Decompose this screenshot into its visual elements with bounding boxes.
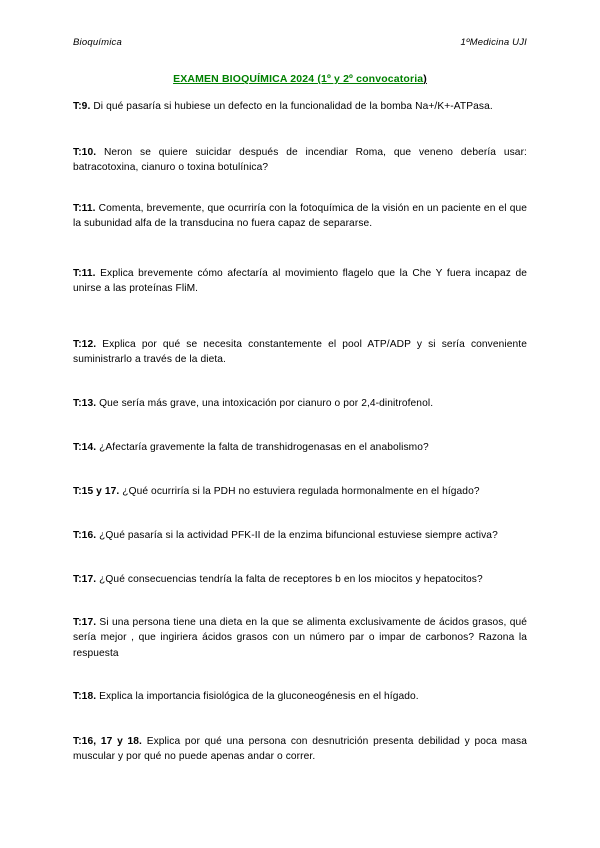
- question-text: Explica brevemente cómo afectaría al movimiento flagelo que la Che Y fuera incapaz de unirse a las proteínas FliM.: [73, 268, 527, 295]
- question-number: T:18.: [73, 691, 97, 702]
- question-item: [73, 99, 527, 114]
- question-text: Si una persona tiene una dieta en la que se alimenta exclusivamente de ácidos grasos, qué sería mejor , que ingiriera ácidos grasos con un número par o impar de carbonos? Razona la respuesta: [73, 617, 527, 659]
- question-item: [73, 266, 527, 297]
- question-item: [73, 337, 527, 368]
- header-course: 1ºMedicina UJI: [460, 37, 527, 48]
- question-text: ¿Qué pasaría si la actividad PFK-II de la enzima bifuncional estuviese siempre activa?: [96, 530, 498, 541]
- question-item: [73, 396, 527, 411]
- question-item: [73, 615, 527, 661]
- question-text: ¿Afectaría gravemente la falta de transhidrogenasas en el anabolismo?: [96, 442, 429, 453]
- question-number: T:16, 17 y 18.: [73, 736, 142, 747]
- question-text: Neron se quiere suicidar después de incendiar Roma, que veneno debería usar: batracotoxina, cianuro o toxina botulínica?: [73, 147, 527, 174]
- question-item: [73, 145, 527, 176]
- question-number: T:16.: [73, 530, 97, 541]
- question-text: Explica por qué se necesita constantemente el pool ATP/ADP y si sería conveniente suministrarlo a través de la dieta.: [73, 339, 527, 366]
- question-number: T:9.: [73, 101, 91, 112]
- question-text: Explica la importancia fisiológica de la gluconeogénesis en el hígado.: [96, 691, 419, 702]
- question-text: Explica por qué una persona con desnutrición presenta debilidad y poca masa muscular y por qué no puede apenas andar o correr.: [73, 736, 527, 763]
- question-item: [73, 734, 527, 765]
- question-number: T:15 y 17.: [73, 486, 120, 497]
- question-item: [73, 484, 527, 499]
- question-item: [73, 689, 527, 704]
- question-text: Comenta, brevemente, que ocurriría con la fotoquímica de la visión en un paciente en el que la subunidad alfa de la transducina no fuera capaz de separarse.: [73, 203, 527, 230]
- question-number: T:12.: [73, 339, 97, 350]
- question-number: T:10.: [73, 147, 97, 158]
- question-text: Di qué pasaría si hubiese un defecto en la funcionalidad de la bomba Na+/K+-ATPasa.: [90, 101, 493, 112]
- header-subject: Bioquímica: [73, 37, 122, 48]
- question-item: [73, 572, 527, 587]
- question-number: T:14.: [73, 442, 97, 453]
- question-text: ¿Qué consecuencias tendría la falta de receptores b en los miocitos y hepatocitos?: [96, 574, 483, 585]
- question-number: T:13.: [73, 398, 97, 409]
- question-item: [73, 528, 527, 543]
- exam-title-text: EXAMEN BIOQUÍMICA 2024 (1º y 2º convocatoria: [173, 73, 424, 85]
- question-text: Que sería más grave, una intoxicación por cianuro o por 2,4-dinitrofenol.: [96, 398, 434, 409]
- exam-title: [0, 73, 600, 85]
- question-number: T:11.: [73, 203, 96, 214]
- question-number: T:17.: [73, 574, 97, 585]
- question-item: [73, 201, 527, 232]
- question-number: T:11.: [73, 268, 96, 279]
- exam-title-close: ): [423, 73, 427, 85]
- question-number: T:17.: [73, 617, 97, 628]
- question-item: [73, 440, 527, 455]
- question-text: ¿Qué ocurriría si la PDH no estuviera regulada hormonalmente en el hígado?: [119, 486, 480, 497]
